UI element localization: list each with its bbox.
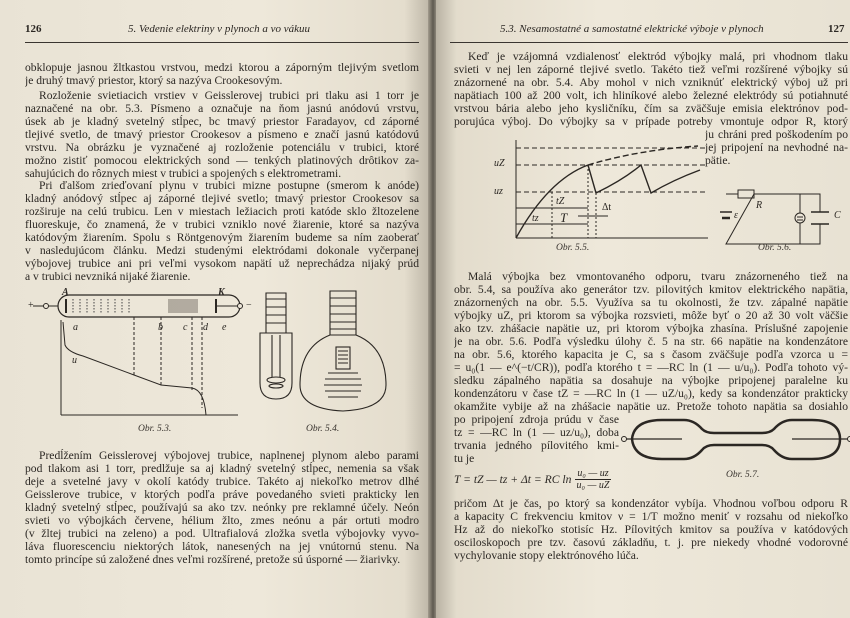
text-line: naznačené na obr. 5.3. Písmeno a označuje na ňom jasnú anódovú vrstvu,	[25, 102, 419, 115]
text-line: (v žltej trubici na zeleno) a pod. Ultrafialová zložka svetla výbojovky vyvo-	[25, 527, 419, 540]
paragraph-narrow	[705, 128, 848, 167]
label-cathode: K	[218, 287, 225, 298]
text-line: = u₀(1 — e^(−t/CR)), podľa ktorého t = —RC ln (1 — u/u₀). Podľa tohoto vý-	[454, 361, 848, 374]
text-line: Rozloženie svietiacich vrstiev v Geisslerovej trubici pri tlaku asi 1 torr je	[39, 89, 419, 102]
text-line: pričom Δt je čas, po ktorý sa kondenzátor vybíja. Vhodnou voľbou odporu R	[454, 497, 848, 510]
figure-caption: Obr. 5.6.	[758, 243, 792, 253]
text-line: tlejivé svetlo, de tmavý priestor Crookesov a písmeno e značí jasnú katódovú	[25, 128, 419, 141]
text-line: jej pripojení na nevhodné na-	[705, 141, 848, 154]
text-line: je druhý tmavý priestor, ktorý sa nazýva Crookesovým.	[25, 74, 283, 87]
text-line: pod tlakom asi 1 torr, predlžuje sa aj kladný svetelný stĺpec, nemenia sa však	[25, 462, 419, 475]
page-number: 126	[25, 23, 42, 35]
figure-caption: Obr. 5.3.	[138, 424, 172, 434]
paragraph	[25, 61, 419, 87]
formula-lhs: T = tZ — tz + Δt = RC ln	[454, 473, 572, 486]
figure-caption: Obr. 5.7.	[726, 470, 760, 480]
figure-5-7-tube	[622, 417, 850, 467]
formula-denominator: u₀ — uZ	[576, 480, 610, 491]
text-line: svieti vo výbojkách červene, hélium žlto, zmes neónu a pár ortuti modro	[25, 514, 419, 527]
text-line: Geisslerove trubice, v ktorých podľa práve povedaného svieti prakticky len	[25, 488, 419, 501]
paragraph	[25, 179, 419, 283]
label-uZ: uZ	[494, 158, 505, 169]
text-line: obklopuje jasnou žltkastou vrstvou, medzi ktorou a záporným tlejivým svetlom	[25, 61, 419, 74]
label-b: b	[158, 322, 163, 333]
text-line: Keď je vzájomná vzdialenosť elektród výbojky malá, pri vhodnom tlaku	[468, 50, 848, 63]
label-minus: −	[246, 300, 252, 311]
text-line: po pripojení zdroja prúdu v čase	[454, 413, 619, 426]
text-line: vrstvu. Na obrázku je vyznačené aj rozloženie potenciálu v trubici, ktoré	[25, 141, 419, 154]
paragraph	[25, 89, 419, 180]
figure-5-3-discharge-tube	[28, 290, 248, 420]
text-line: napätiach 100 až 200 volt, ich hliníkové alebo železné elektródy sú potiahnuté	[454, 89, 848, 102]
formula	[454, 468, 611, 491]
page-number: 127	[828, 23, 845, 35]
label-u: u	[72, 355, 77, 366]
text-line: okamžite vybije až na zhášacie napätie uz. Pretože tohoto napätia sa dosiahlo	[454, 400, 848, 413]
text-line: výbojovej trubice ani pri veľmi vysokom napätí už neprechádza nijaký prúd	[25, 257, 419, 270]
text-line: a kapacity C frekvenciu kmitov ν = 1/T možno meniť v rozsahu od niekoľko	[454, 510, 848, 523]
text-line: znázornené na obr. 5.4. Aby mohol v nich vzniknúť elektrický výboj už pri	[454, 76, 848, 89]
text-line: v nasledujúcom článku. Medzi studenými elektródami dokonale vyčerpanej	[25, 244, 419, 257]
label-C: C	[834, 210, 841, 221]
header-rule	[450, 42, 848, 43]
text-line: vychylovanie stopy elektrónového lúča.	[454, 549, 639, 562]
text-line: láva fluorescenciu niektorých látok, nanesených na jej vnútornú stenu. Na	[25, 540, 419, 553]
text-line: deje a svetelné javy v okolí katódy trubice. Takéto aj niekoľko metrov dlhé	[25, 475, 419, 488]
label-a: a	[73, 322, 78, 333]
running-head: 5. Vedenie elektriny v plynoch a vo vákuu	[128, 23, 311, 35]
label-T: T	[560, 210, 568, 225]
text-line: kladný svetelný stĺpec, používajú sa ako tzv. neónky pre reklamné účely. Neón	[25, 501, 419, 514]
header-rule	[25, 42, 419, 43]
label-uz: uz	[494, 186, 503, 197]
right-page	[436, 0, 850, 618]
text-line: kondenzátoru v čase tZ = —RC ln (1 — uZ/u₀), kedy sa kondenzátor prakticky	[454, 387, 848, 400]
label-d: d	[203, 322, 208, 333]
text-line: kladný anódový stĺpec aj záporné tlejivé svetlo; tmavý priestor Crookesov sa	[25, 192, 419, 205]
text-line: možno zistiť pomocou elektrických sond — tenkých platinových drôtikov za-	[25, 154, 419, 167]
text-line: ako tzv. zhášacie napätie uz, pri ktorom výbojka zhasína. Príslušné zapojenie	[454, 322, 848, 335]
text-line: a v trubici nevzniká nijaké žiarenie.	[25, 270, 191, 283]
text-line: trvania jedného pílovitého kmi-	[454, 439, 619, 452]
label-e: e	[222, 322, 227, 333]
text-line: rozširuje na celú trubicu. Len v miestach ležiacich proti katóde sklo žltozelene	[25, 205, 419, 218]
text-line: fluoreskuje, čo znamená, že v trubici vzniklo nové žiarenie, ktoré sa nazýva	[25, 218, 419, 231]
label-emf: ε	[734, 210, 738, 221]
label-R: R	[756, 200, 763, 211]
text-line: Predĺžením Geisslerovej výbojovej trubice, naplnenej plynom alebo parami	[39, 449, 419, 462]
formula-numerator: u₀ — uz	[577, 468, 609, 479]
label-anode: A	[62, 287, 69, 298]
label-tZ: tZ	[556, 196, 565, 207]
text-line: obr. 5.4, sa používa ako generátor tzv. pilovitých kmitov elektrického napätia,	[454, 283, 848, 296]
label-c: c	[183, 322, 188, 333]
text-line: ju chráni pred poškodením po	[705, 128, 848, 141]
paragraph	[25, 449, 419, 566]
text-line: tomto princípe sú založené dnes veľmi rozšírené, pretože sú úsporné — žiarivky.	[25, 553, 401, 566]
text-line: svieti v nej len záporné tlejivé svetlo. Takéto tiež veľmi rozšírené výbojky sú	[454, 63, 848, 76]
text-line: Malá výbojka bez vmontovaného odporu, tvaru znázorneného tiež na	[468, 270, 848, 283]
text-line: pätie.	[705, 154, 731, 167]
paragraph	[454, 497, 848, 562]
text-line: vrstvou bária alebo jeho kysličníku, čím sa zväčšuje emisia elektrónov pod-	[454, 102, 848, 115]
text-line: Hz až do niekoľko stotisíc Hz. Pílovitých kmitov sa používa v katódových	[454, 523, 848, 536]
running-head: 5.3. Nesamostatné a samostatné elektrické výboje v plynoch	[500, 23, 764, 35]
text-line: výbojky uZ, pri ktorom sa výbojka rozsvieti, môže byť o 20 až 30 volt väčšie	[454, 309, 848, 322]
text-line: katódovým žiarením. Spolu s Röntgenovým žiarením budeme sa ním zaoberať	[25, 231, 419, 244]
label-tz: tz	[532, 213, 539, 224]
figure-5-5-sawtooth-graph	[508, 140, 708, 250]
text-line: sledku zápalného napätia sa dosahuje na výbojke pripojenej paralelne ku	[454, 374, 848, 387]
figure-caption: Obr. 5.5.	[556, 243, 590, 253]
figure-5-4-glow-lamps	[250, 285, 380, 415]
text-line: úsek ab je kladný svetelný stĺpec, bc tmavý priestor Faradayov, cd záporné	[25, 115, 419, 128]
paragraph	[454, 270, 848, 413]
text-line: znázornených na obr. 5.5. Využíva sa tu okolnosti, že tzv. zápalné napätie	[454, 296, 848, 309]
paragraph	[454, 50, 848, 128]
text-line: sahujúcich do rôznych miest v trubici a spojených s elektrometrami.	[25, 167, 342, 180]
text-line: osciloskopoch pre tzv. časovú základňu, t. j. pre niekedy vhodné vodorovné	[454, 536, 848, 549]
text-line: Pri ďalšom zrieďovaní plynu v trubici mizne postupne (smerom k anóde)	[39, 179, 419, 192]
text-line: tu je	[454, 452, 475, 465]
figure-caption: Obr. 5.4.	[306, 424, 340, 434]
paragraph-narrow	[454, 413, 619, 465]
text-line: je na obr. 5.6. Podľa výsledku úlohy č. 5 na str. 66 napätie na kondenzátore	[454, 335, 848, 348]
label-plus: +	[28, 300, 34, 311]
label-delta-t: Δt	[602, 202, 612, 213]
text-line: na obr. 5.6, ktorého kapacita je C, sa s časom zväčšuje podľa vzorca u =	[454, 348, 848, 361]
text-line: porujúca výboj. Do výbojky sa v prípade potreby vmontuje odpor R, ktorý	[454, 115, 848, 128]
text-line: tz = —RC ln (1 — uz/u₀), doba	[454, 426, 619, 439]
